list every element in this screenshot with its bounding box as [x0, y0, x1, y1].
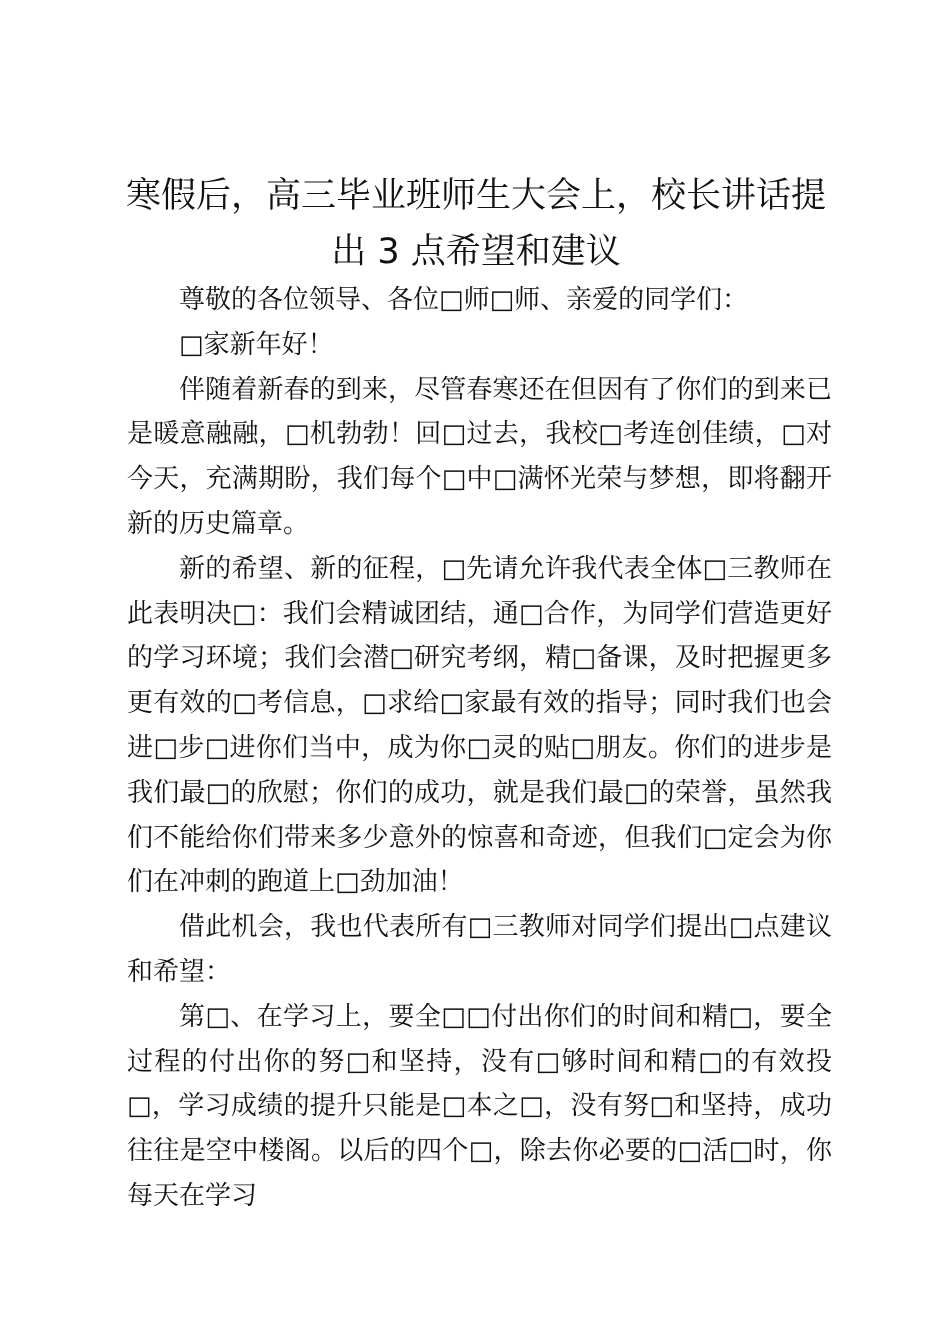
paragraph-greeting: □家新年好！: [179, 329, 334, 360]
paragraph-suggestions-intro: 借此机会，我也代表所有□三教师对同学们提出□点建议和希望：: [127, 912, 832, 987]
paragraph-pledge: 新的希望、新的征程，□先请允许我代表全体□三教师在此表明决□：我们会精诚团结，通□合作，为同学们营造更好的学习环境；我们会潜□研究考纲，精□备课，及时把握更多更有效的□考信息，□求给□家最有效的指导；同时我们也会进□步□进你们当中，成为你□灵的贴□朋友。你们的进步是我们最□的欣慰；你们的成功，就是我们最□的荣誉，虽然我们不能给你们带来多少意外的惊喜和奇迹，但我们□定会为你们在冲刺的跑道上□劲加油！: [127, 553, 832, 898]
paragraph-opening: 伴随着新春的到来，尽管春寒还在但因有了你们的到来已是暖意融融，□机勃勃！回□过去，我校□考连创佳绩，□对今天，充满期盼，我们每个□中□满怀光荣与梦想，即将翻开新的历史篇章。: [127, 374, 832, 539]
document-title: 寒假后，高三毕业班师生大会上，校长讲话提出 3 点希望和建议: [125, 176, 826, 272]
paragraph-salutation: 尊敬的各位领导、各位□师□师、亲爱的同学们：: [179, 285, 749, 315]
document-body: [127, 278, 832, 1219]
paragraph-first-suggestion: 第□、在学习上，要全□□付出你们的时间和精□，要全过程的付出你的努□和坚持，没有□够时间和精□的有效投□，学习成绩的提升只能是□本之□，没有努□和坚持，成功往往是空中楼阁。以后的四个□，除去你必要的□活□时，你每天在学习: [127, 1001, 832, 1211]
